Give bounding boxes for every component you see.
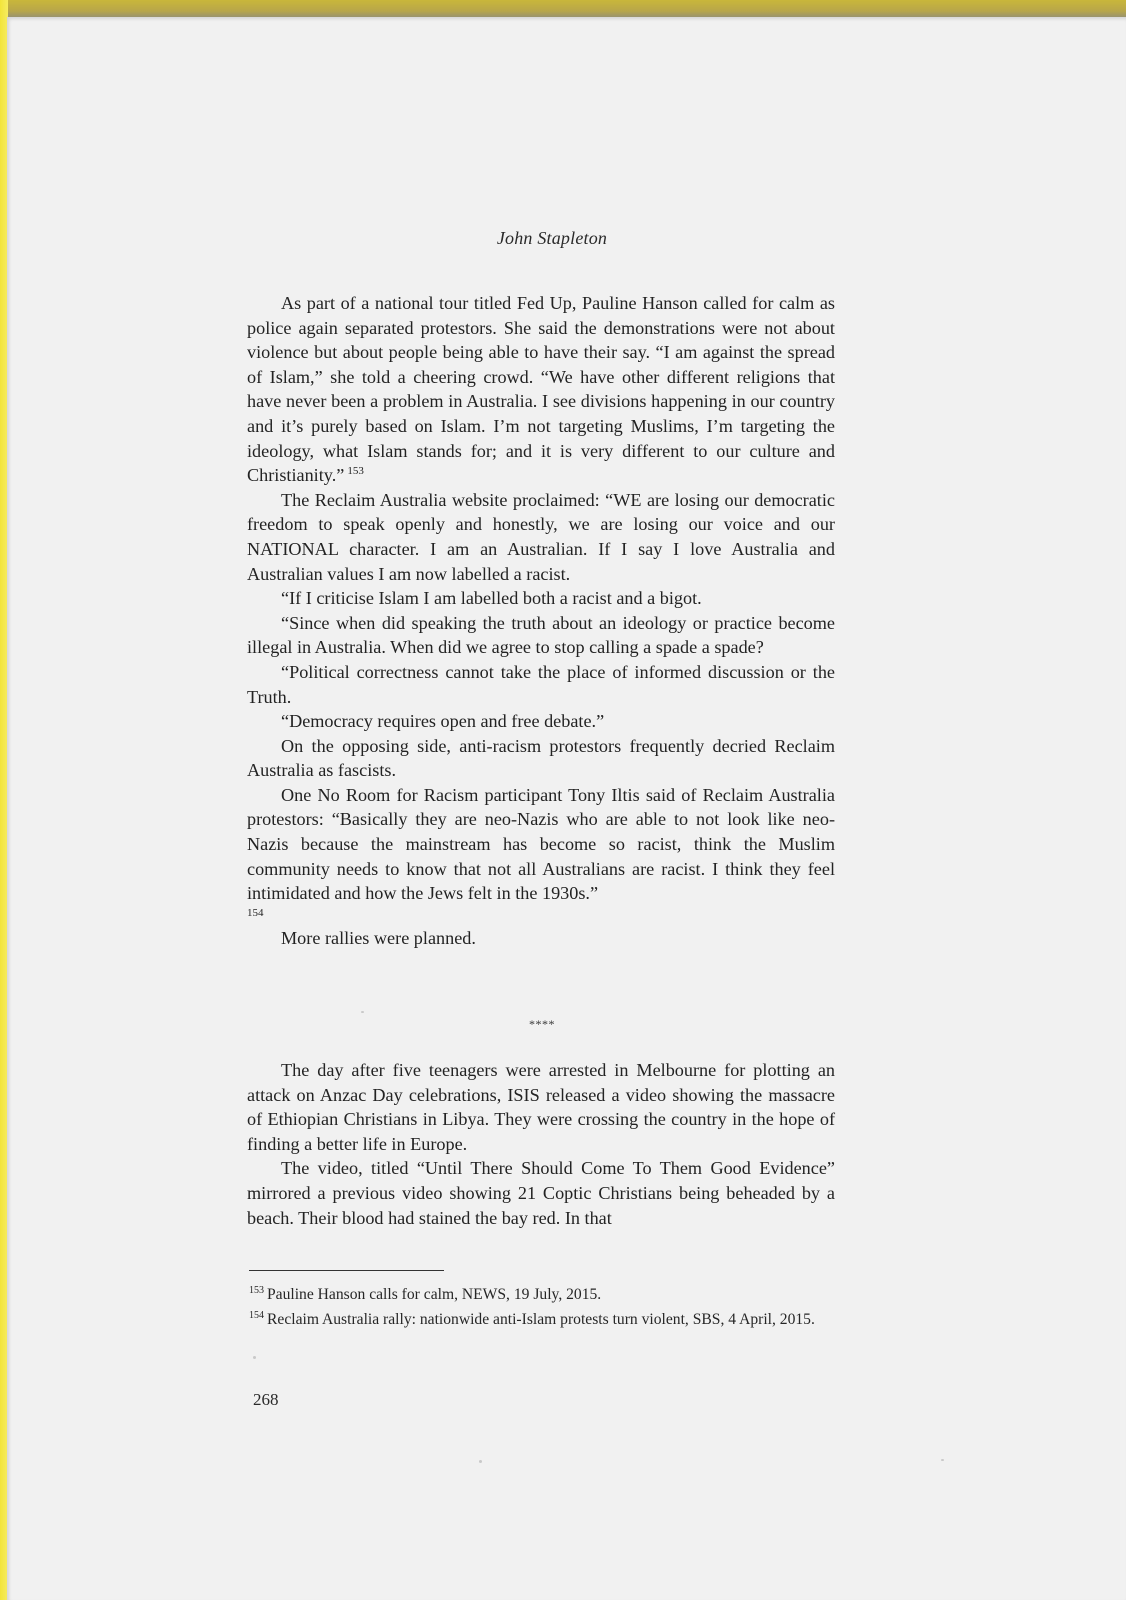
paragraph: “If I criticise Islam I am labelled both a racist and a bigot. <box>281 588 702 609</box>
footnote-reference: 154 <box>247 906 264 919</box>
body-block-1 <box>247 291 835 950</box>
scan-speck <box>253 1356 256 1359</box>
paragraph: The day after five teenagers were arrested in Melbourne for plotting an attack on Anzac Day celebrations, ISIS released a video showing the massacre of Ethiopian Christians in Libya. They were crossing the country in the hope of finding a better life in Europe. <box>247 1060 835 1154</box>
paragraph <box>247 291 835 488</box>
paragraph: The video, titled “Until There Should Come To Them Good Evidence” mirrored a previous video showing 21 Coptic Christians being beheaded by a beach. Their blood had stained the bay red. In that <box>247 1158 835 1228</box>
paragraph: More rallies were planned. <box>281 927 476 948</box>
paragraph <box>247 783 835 920</box>
footnotes <box>249 1284 835 1334</box>
running-head: John Stapleton <box>496 228 608 248</box>
paragraph: “Since when did speaking the truth about an ideology or practice become illegal in Australia. When did we agree to stop calling a spade a spade? <box>247 612 835 658</box>
footnote-number: 154 <box>249 1310 264 1321</box>
footnote-text: Reclaim Australia rally: nationwide anti-Islam protests turn violent, SBS, 4 April, 2015. <box>267 1311 815 1328</box>
scan-speck <box>479 1460 482 1463</box>
footnote-text: Pauline Hanson calls for calm, NEWS, 19 July, 2015. <box>267 1286 602 1303</box>
footnote <box>249 1284 835 1306</box>
footnote-number: 153 <box>249 1285 264 1296</box>
page-number: 268 <box>253 1390 279 1409</box>
paragraph: “Political correctness cannot take the place of informed discussion or the Truth. <box>247 661 835 707</box>
paragraph-text: As part of a national tour titled Fed Up, Pauline Hanson called for calm as police again separated protestors. She said the demonstrations were not about violence but about people being able to have their say. “I am against the spread of Islam,” she told a cheering crowd. “We have other different religions that have never been a problem in Australia. I see divisions happening in our country and it’s purely based on Islam. I’m not targeting Muslims, I’m targeting the ideology, what Islam stands for; and it is very different to our culture and Christianity.” <box>247 293 835 486</box>
section-break: **** <box>529 1017 555 1031</box>
paragraph: On the opposing side, anti-racism protestors frequently decried Reclaim Australia as fascists. <box>247 735 835 781</box>
paragraph: The Reclaim Australia website proclaimed: “WE are losing our democratic freedom to speak openly and honestly, we are losing our voice and our NATIONAL character. I am an Australian. If I say I love Australia and Australian values I am now labelled a racist. <box>247 489 835 584</box>
paragraph: “Democracy requires open and free debate.” <box>281 711 605 732</box>
body-block-2 <box>247 1058 835 1230</box>
scan-speck <box>361 1011 364 1013</box>
footnote-reference: 153 <box>347 465 364 478</box>
footnote <box>249 1309 835 1331</box>
book-page <box>7 17 1126 1600</box>
scan-speck <box>941 1459 944 1461</box>
footnote-rule <box>249 1270 444 1271</box>
paragraph-text: One No Room for Racism participant Tony Iltis said of Reclaim Australia protestors: “Basically they are neo-Nazis who are able to not look like neo-Nazis because the mainstream has become so racist, think the Muslim community needs to know that not all Australians are racist. I think they feel intimidated and how the Jews felt in the 1930s.” <box>247 784 835 904</box>
